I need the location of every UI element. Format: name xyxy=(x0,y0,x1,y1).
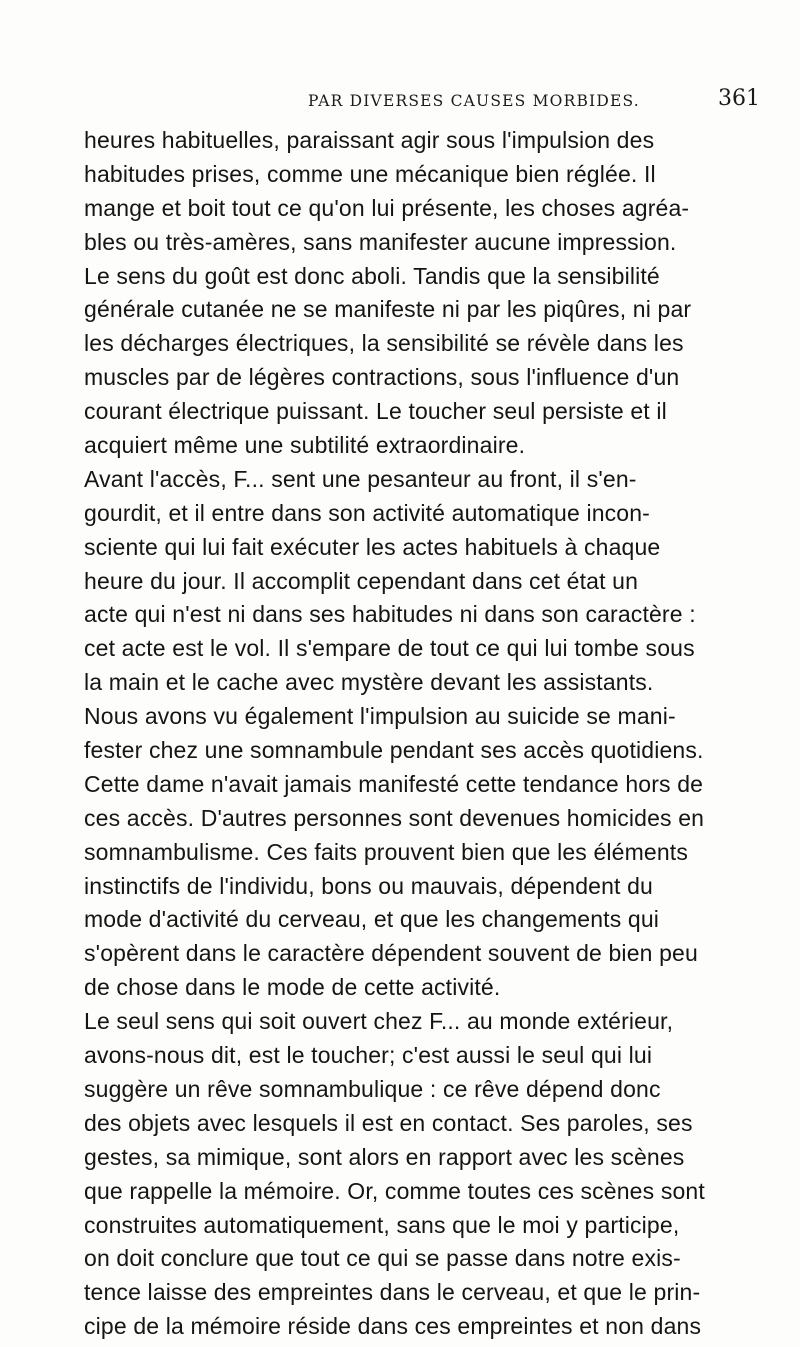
text-line: on doit conclure que tout ce qui se passe dans notre exis- xyxy=(84,1245,681,1272)
text-line: construites automatiquement, sans que le moi y participe, xyxy=(84,1211,680,1238)
running-head xyxy=(84,86,760,116)
page-number: 361 xyxy=(718,86,760,111)
text-line: suggère un rêve somnambulique : ce rêve dépend donc xyxy=(84,1075,661,1102)
text-line: gestes, sa mimique, sont alors en rapport avec les scènes xyxy=(84,1143,685,1170)
text-line: Le seul sens qui soit ouvert chez F... au monde extérieur, xyxy=(84,1008,674,1035)
text-line: avons-nous dit, est le toucher; c'est aussi le seul qui lui xyxy=(84,1042,653,1069)
running-title: PAR DIVERSES CAUSES MORBIDES. xyxy=(308,92,640,110)
text-line: que rappelle la mémoire. Or, comme toutes ces scènes sont xyxy=(84,1177,705,1204)
text-line: mange et boit tout ce qu'on lui présente, les choses agréa- xyxy=(84,194,690,221)
text-line: instinctifs de l'individu, bons ou mauvais, dépendent du xyxy=(84,872,653,899)
text-line: Cette dame n'avait jamais manifesté cette tendance hors de xyxy=(84,770,704,797)
text-line: ces accès. D'autres personnes sont devenues homicides en xyxy=(84,804,705,831)
text-line: acquiert même une subtilité extraordinaire. xyxy=(84,432,526,459)
text-line: les décharges électriques, la sensibilité se révèle dans les xyxy=(84,330,684,357)
text-line: s'opèrent dans le caractère dépendent souvent de bien peu xyxy=(84,940,698,967)
text-line: heures habituelles, paraissant agir sous l'impulsion des xyxy=(84,127,655,153)
text-line: des objets avec lesquels il est en contact. Ses paroles, ses xyxy=(84,1109,693,1136)
text-line: gourdit, et il entre dans son activité automatique incon- xyxy=(84,499,650,526)
text-line: heure du jour. Il accomplit cependant dans cet état un xyxy=(84,567,639,594)
text-line: mode d'activité du cerveau, et que les changements qui xyxy=(84,906,660,933)
text-line: muscles par de légères contractions, sous l'influence d'un xyxy=(84,364,680,391)
text-line: habitudes prises, comme une mécanique bien réglée. Il xyxy=(84,160,656,187)
text-line: somnambulisme. Ces faits prouvent bien que les éléments xyxy=(84,838,688,865)
text-line: Le sens du goût est donc aboli. Tandis que la sensibilité xyxy=(84,262,660,289)
text-line: sciente qui lui fait exécuter les actes habituels à chaque xyxy=(84,533,661,560)
text-line: de chose dans le mode de cette activité. xyxy=(84,974,501,1001)
text-line: Nous avons vu également l'impulsion au suicide se mani- xyxy=(84,703,676,730)
text-line: Avant l'accès, F... sent une pesanteur au front, il s'en- xyxy=(84,465,637,492)
text-line: fester chez une somnambule pendant ses accès quotidiens. xyxy=(84,737,704,764)
text-line: la main et le cache avec mystère devant les assistants. xyxy=(84,669,654,696)
text-line: générale cutanée ne se manifeste ni par les piqûres, ni par xyxy=(84,296,692,323)
text-line: cet acte est le vol. Il s'empare de tout ce qui lui tombe sous xyxy=(84,635,695,662)
text-line: tence laisse des empreintes dans le cerveau, et que le prin- xyxy=(84,1279,701,1306)
text-line: courant électrique puissant. Le toucher seul persiste et il xyxy=(84,398,667,425)
text-line: bles ou très-amères, sans manifester aucune impression. xyxy=(84,228,677,255)
body-text xyxy=(84,124,764,1344)
text-line: acte qui n'est ni dans ses habitudes ni dans son caractère : xyxy=(84,601,696,628)
text-line: cipe de la mémoire réside dans ces empreintes et non dans xyxy=(84,1313,702,1340)
